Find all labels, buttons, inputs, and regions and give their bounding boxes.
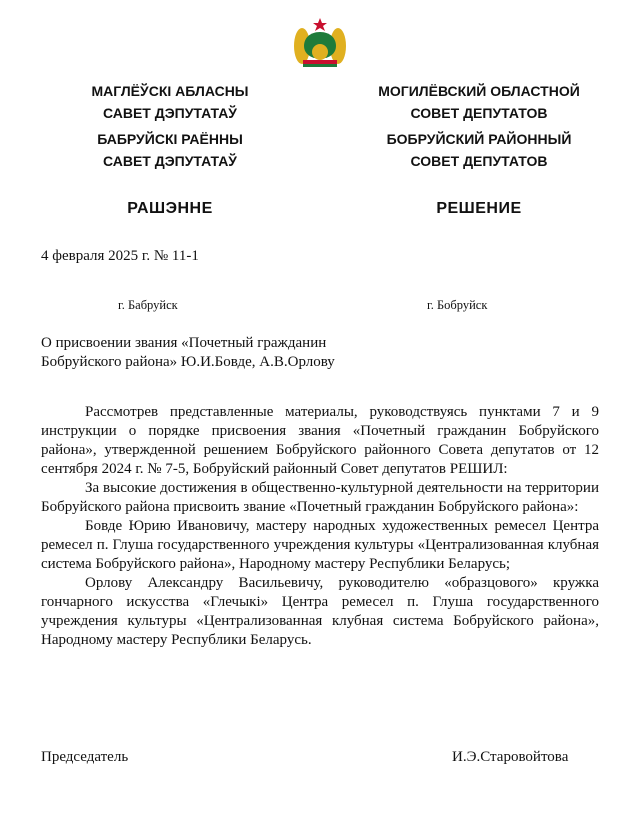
- state-emblem-icon: [289, 14, 351, 74]
- header-left-line1: МАГЛЁЎСКІ АБЛАСНЫ: [91, 83, 249, 99]
- subject-line1: О присвоении звания «Почетный гражданин: [41, 335, 327, 351]
- header-right-line4: СОВЕТ ДЕПУТАТОВ: [410, 153, 548, 169]
- body-paragraph-orlov: Орлову Александру Васильевичу, руководителю «образцового» кружка гончарного искусства «Глечыкі» Центра ремесел п. Глуша государственного учреждения культуры «Централизованная клубная система Бобруйского района», Народному мастеру Республики Беларусь.: [41, 575, 599, 648]
- header-left-line3: БАБРУЙСКІ РАЁННЫ: [97, 131, 243, 147]
- header-left-line4: САВЕТ ДЭПУТАТАЎ: [102, 153, 238, 169]
- signature-name: И.Э.Старовойтова: [452, 749, 569, 765]
- decision-subject: [41, 334, 401, 372]
- header-right-line1: МОГИЛЁВСКИЙ ОБЛАСТНОЙ: [378, 83, 580, 99]
- header-left-line2: САВЕТ ДЭПУТАТАЎ: [102, 105, 238, 121]
- place-russian: г. Бобруйск: [427, 298, 488, 312]
- emblem-ribbon-red: [303, 60, 337, 64]
- decision-title-russian: РЕШЕНИЕ: [436, 200, 522, 217]
- decision-date-number: 4 февраля 2025 г. № 11-1: [41, 248, 199, 264]
- body-paragraph-bovda: Бовде Юрию Ивановичу, мастеру народных художественных ремесел Центра ремесел п. Глуша государственного учреждения культуры «Централизованная клубная система Бобруйского района», Народному мастеру Республики Беларусь;: [41, 518, 599, 572]
- emblem-sun: [312, 44, 328, 60]
- header-belarusian: [60, 80, 280, 220]
- decision-title-belarusian: РАШЭННЕ: [127, 200, 213, 217]
- subject-line2: Бобруйского района» Ю.И.Бовде, А.В.Орлову: [41, 354, 335, 370]
- emblem-star: [313, 18, 327, 31]
- decision-body: [41, 403, 599, 650]
- place-belarusian: г. Бабруйск: [118, 298, 178, 312]
- header-russian: [348, 80, 610, 220]
- body-paragraph-preamble: Рассмотрев представленные материалы, руководствуясь пунктами 7 и 9 инструкции о порядке присвоения звания «Почетный гражданин Бобруйского района», утвержденной решением Бобруйского районного Совета депутатов от 12 сентября 2024 г. № 7-5, Бобруйский районный Совет депутатов РЕШИЛ:: [41, 404, 599, 477]
- emblem-ribbon-green: [303, 64, 337, 67]
- header-right-line2: СОВЕТ ДЕПУТАТОВ: [410, 105, 548, 121]
- body-paragraph-award: За высокие достижения в общественно-культурной деятельности на территории Бобруйского района присвоить звание «Почетный гражданин Бобруйского района»:: [41, 480, 599, 515]
- signature-title: Председатель: [41, 749, 129, 765]
- header-right-line3: БОБРУЙСКИЙ РАЙОННЫЙ: [386, 131, 572, 147]
